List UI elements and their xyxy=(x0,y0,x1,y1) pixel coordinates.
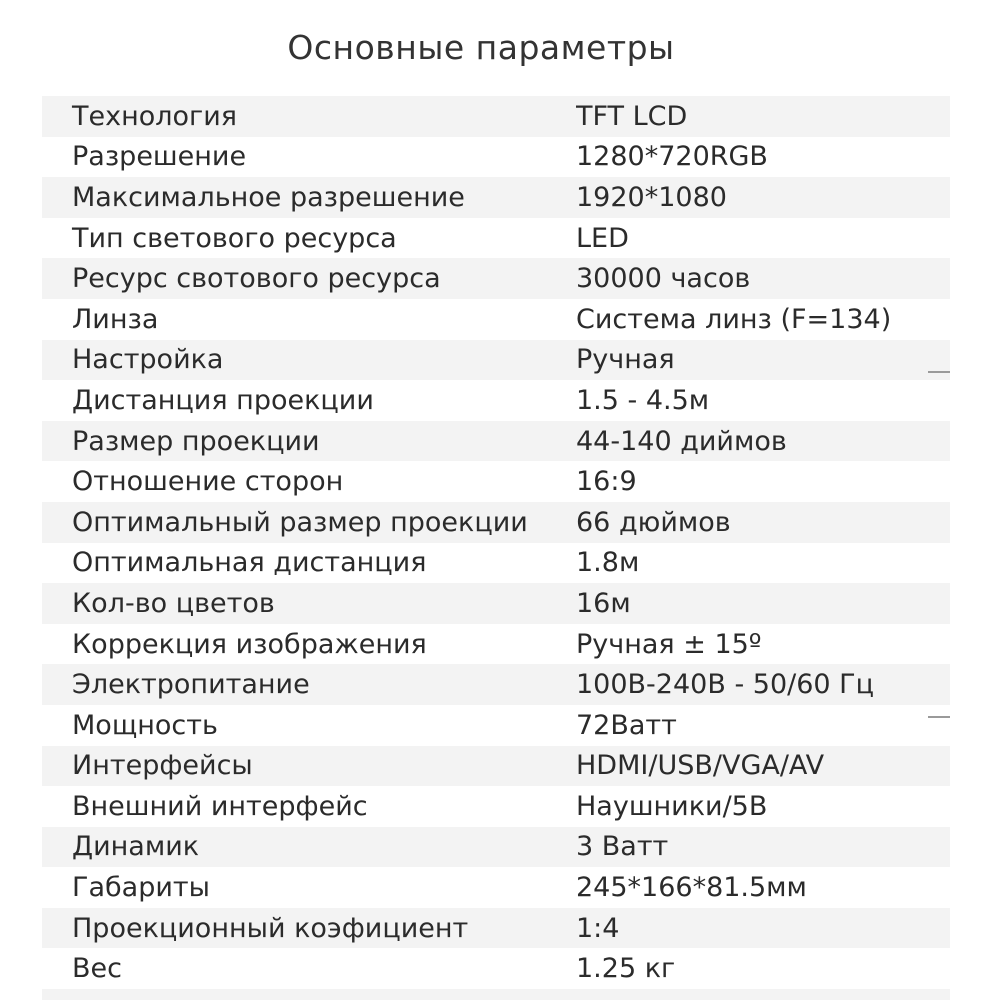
spec-row xyxy=(42,664,950,705)
spec-label: Линза xyxy=(72,303,159,335)
spec-row xyxy=(42,705,950,746)
spec-row xyxy=(42,948,950,989)
spec-value: 3 Ватт xyxy=(576,831,669,863)
spec-value: 1920*1080 xyxy=(576,181,727,213)
spec-label: Мощность xyxy=(72,709,218,741)
spec-row xyxy=(42,380,950,421)
spec-value: 16м xyxy=(576,587,631,619)
spec-row xyxy=(42,137,950,178)
spec-table xyxy=(42,96,950,989)
spec-row xyxy=(42,461,950,502)
spec-value: 66 дюймов xyxy=(576,506,731,538)
edge-divider-mark xyxy=(928,716,950,718)
spec-value: 1.25 кг xyxy=(576,953,676,985)
edge-divider-mark xyxy=(928,371,950,373)
spec-row xyxy=(42,786,950,827)
spec-row xyxy=(42,543,950,584)
spec-row xyxy=(42,583,950,624)
spec-label: Оптимальный размер проекции xyxy=(72,506,528,538)
spec-row xyxy=(42,258,950,299)
spec-value: 1280*720RGB xyxy=(576,141,768,173)
spec-label: Электропитание xyxy=(72,669,310,701)
spec-row xyxy=(42,624,950,665)
spec-row xyxy=(42,96,950,137)
spec-label: Вес xyxy=(72,953,122,985)
spec-label: Габариты xyxy=(72,872,210,904)
spec-value: Ручная xyxy=(576,344,675,376)
spec-row xyxy=(42,746,950,787)
spec-value: LED xyxy=(576,222,629,254)
spec-label: Динамик xyxy=(72,831,200,863)
spec-label: Отношение сторон xyxy=(72,466,344,498)
spec-label: Интерфейсы xyxy=(72,750,253,782)
spec-value: TFT LCD xyxy=(576,100,688,132)
spec-label: Внешний интерфейс xyxy=(72,790,368,822)
spec-value: 245*166*81.5мм xyxy=(576,872,807,904)
spec-label: Кол-во цветов xyxy=(72,587,275,619)
spec-value: 1.8м xyxy=(576,547,640,579)
spec-label: Размер проекции xyxy=(72,425,320,457)
spec-value: 1:4 xyxy=(576,912,620,944)
spec-row xyxy=(42,827,950,868)
spec-label: Оптимальная дистанция xyxy=(72,547,427,579)
spec-value: HDMI/USB/VGA/AV xyxy=(576,750,825,782)
spec-row xyxy=(42,340,950,381)
bottom-row-strip xyxy=(42,989,950,1000)
spec-row xyxy=(42,867,950,908)
spec-label: Настройка xyxy=(72,344,224,376)
spec-label: Максимальное разрешение xyxy=(72,181,465,213)
spec-value: 72Ватт xyxy=(576,709,677,741)
spec-value: 1.5 - 4.5м xyxy=(576,384,710,416)
spec-row xyxy=(42,502,950,543)
spec-label: Дистанция проекции xyxy=(72,384,374,416)
spec-row xyxy=(42,218,950,259)
spec-label: Технология xyxy=(72,100,238,132)
spec-value: 100В-240В - 50/60 Гц xyxy=(576,669,875,701)
spec-value: Наушники/5В xyxy=(576,790,768,822)
spec-row xyxy=(42,421,950,462)
spec-value: 30000 часов xyxy=(576,263,751,295)
spec-value: Система линз (F=134) xyxy=(576,303,892,335)
spec-value: 44-140 диймов xyxy=(576,425,787,457)
spec-value: 16:9 xyxy=(576,466,637,498)
page-title: Основные параметры xyxy=(287,28,675,67)
spec-value: Ручная ± 15º xyxy=(576,628,762,660)
spec-label: Коррекция изображения xyxy=(72,628,427,660)
spec-row xyxy=(42,177,950,218)
spec-row xyxy=(42,299,950,340)
spec-label: Разрешение xyxy=(72,141,247,173)
spec-label: Тип светового ресурса xyxy=(72,222,397,254)
spec-label: Ресурс свотового ресурса xyxy=(72,263,441,295)
spec-row xyxy=(42,908,950,949)
spec-label: Проекционный коэфициент xyxy=(72,912,469,944)
